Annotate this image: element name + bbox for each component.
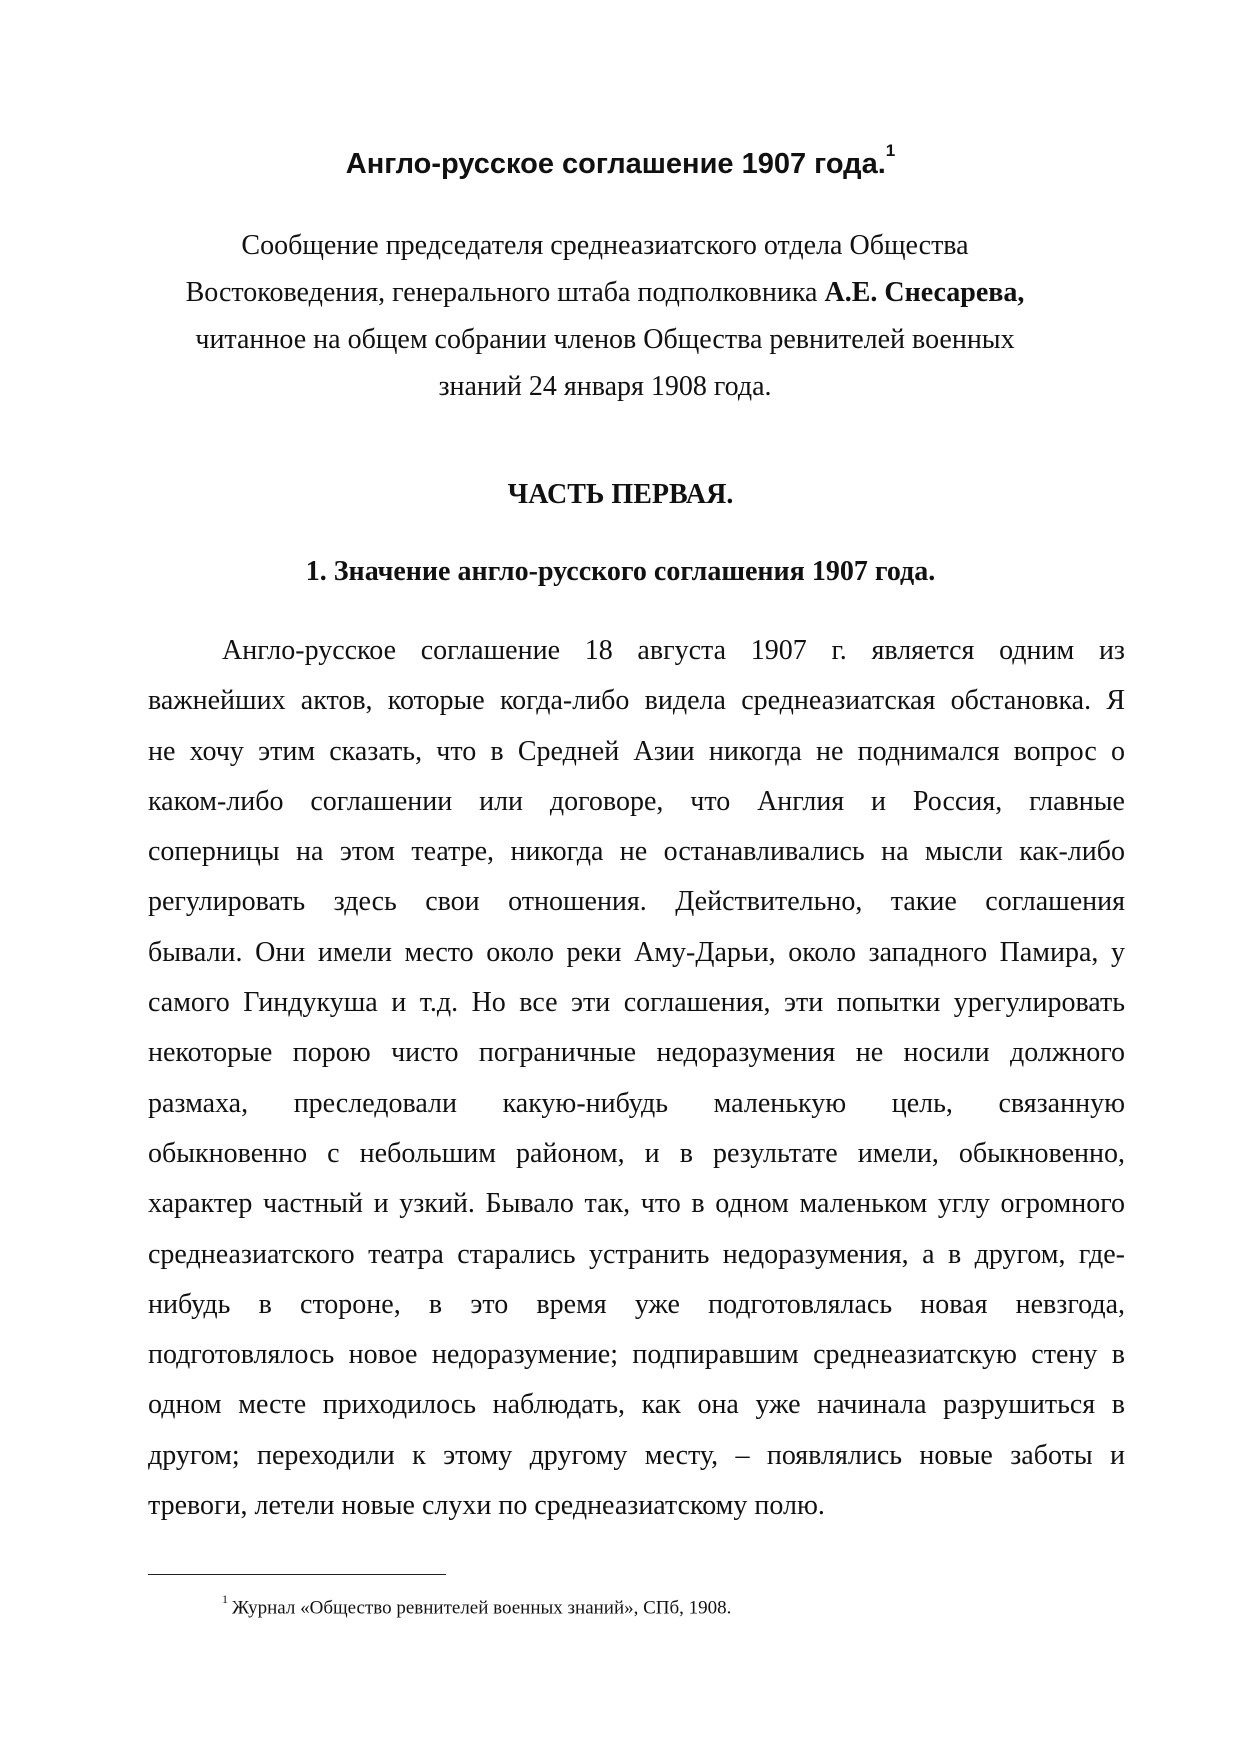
body-line: каком-либо соглашении или договоре, что Англия и Россия, главные <box>148 785 1125 817</box>
document-title <box>0 141 1241 182</box>
subtitle-line-3: читанное на общем собрании членов Общества ревнителей военных <box>195 324 1015 355</box>
body-line: одном месте приходилось наблюдать, как она уже начинала разрушиться в <box>148 1389 1125 1421</box>
body-line: регулировать здесь свои отношения. Действительно, такие соглашения <box>148 886 1125 918</box>
subtitle-line-2-text: Востоковедения, генерального штаба подполковника <box>185 277 825 308</box>
body-line: не хочу этим сказать, что в Средней Азии никогда не поднимался вопрос о <box>148 735 1125 767</box>
body-line: самого Гиндукуша и т.д. Но все эти соглашения, эти попытки урегулировать <box>148 987 1125 1019</box>
body-line: среднеазиатского театра старались устранить недоразумения, а в другом, где- <box>148 1238 1125 1270</box>
body-paragraph <box>148 626 1125 1531</box>
body-line: тревоги, летели новые слухи по среднеазиатскому полю. <box>148 1490 825 1522</box>
section-heading: 1. Значение англо-русского соглашения 1907 года. <box>305 556 936 587</box>
body-line: важнейших актов, которые когда-либо видела среднеазиатская обстановка. Я <box>148 685 1125 717</box>
body-line: размаха, преследовали какую-нибудь маленькую цель, связанную <box>148 1087 1125 1119</box>
footnote-mark: 1 <box>222 1592 228 1606</box>
document-subtitle <box>150 222 1060 410</box>
body-line: Англо-русское соглашение 18 августа 1907 г. является одним из <box>222 635 1125 666</box>
body-line: характер частный и узкий. Бывало так, что в одном маленьком углу огромного <box>148 1188 1125 1220</box>
body-line: некоторые порою чисто пограничные недоразумения не носили должного <box>148 1037 1125 1069</box>
body-line: соперницы на этом театре, никогда не останавливались на мысли как-либо <box>148 836 1125 868</box>
part-heading: ЧАСТЬ ПЕРВАЯ. <box>507 479 734 510</box>
subtitle-line-1: Сообщение председателя среднеазиатского отдела Общества <box>241 230 969 261</box>
body-line: обыкновенно с небольшим районом, и в результате имели, обыкновенно, <box>148 1137 1125 1169</box>
body-line: подготовлялось новое недоразумение; подпиравшим среднеазиатскую стену в <box>148 1339 1125 1371</box>
title-footnote-mark: 1 <box>885 141 896 161</box>
body-line: бывали. Они имели место около реки Аму-Дарьи, около западного Памира, у <box>148 936 1125 968</box>
body-line: нибудь в стороне, в это время уже подготовлялась новая невзгода, <box>148 1288 1125 1320</box>
author-name: А.Е. Снесарева, <box>824 277 1025 308</box>
footnote-text: Журнал «Общество ревнителей военных знаний», СПб, 1908. <box>232 1597 732 1619</box>
document-title-text: Англо-русское соглашение 1907 года. <box>345 148 886 180</box>
subtitle-line-4: знаний 24 января 1908 года. <box>438 371 772 402</box>
body-line: другом; переходили к этому другому месту, – появлялись новые заботы и <box>148 1439 1125 1471</box>
footnote-divider <box>148 1574 446 1575</box>
subtitle-line-2 <box>150 269 1060 316</box>
footnote <box>222 1590 731 1620</box>
